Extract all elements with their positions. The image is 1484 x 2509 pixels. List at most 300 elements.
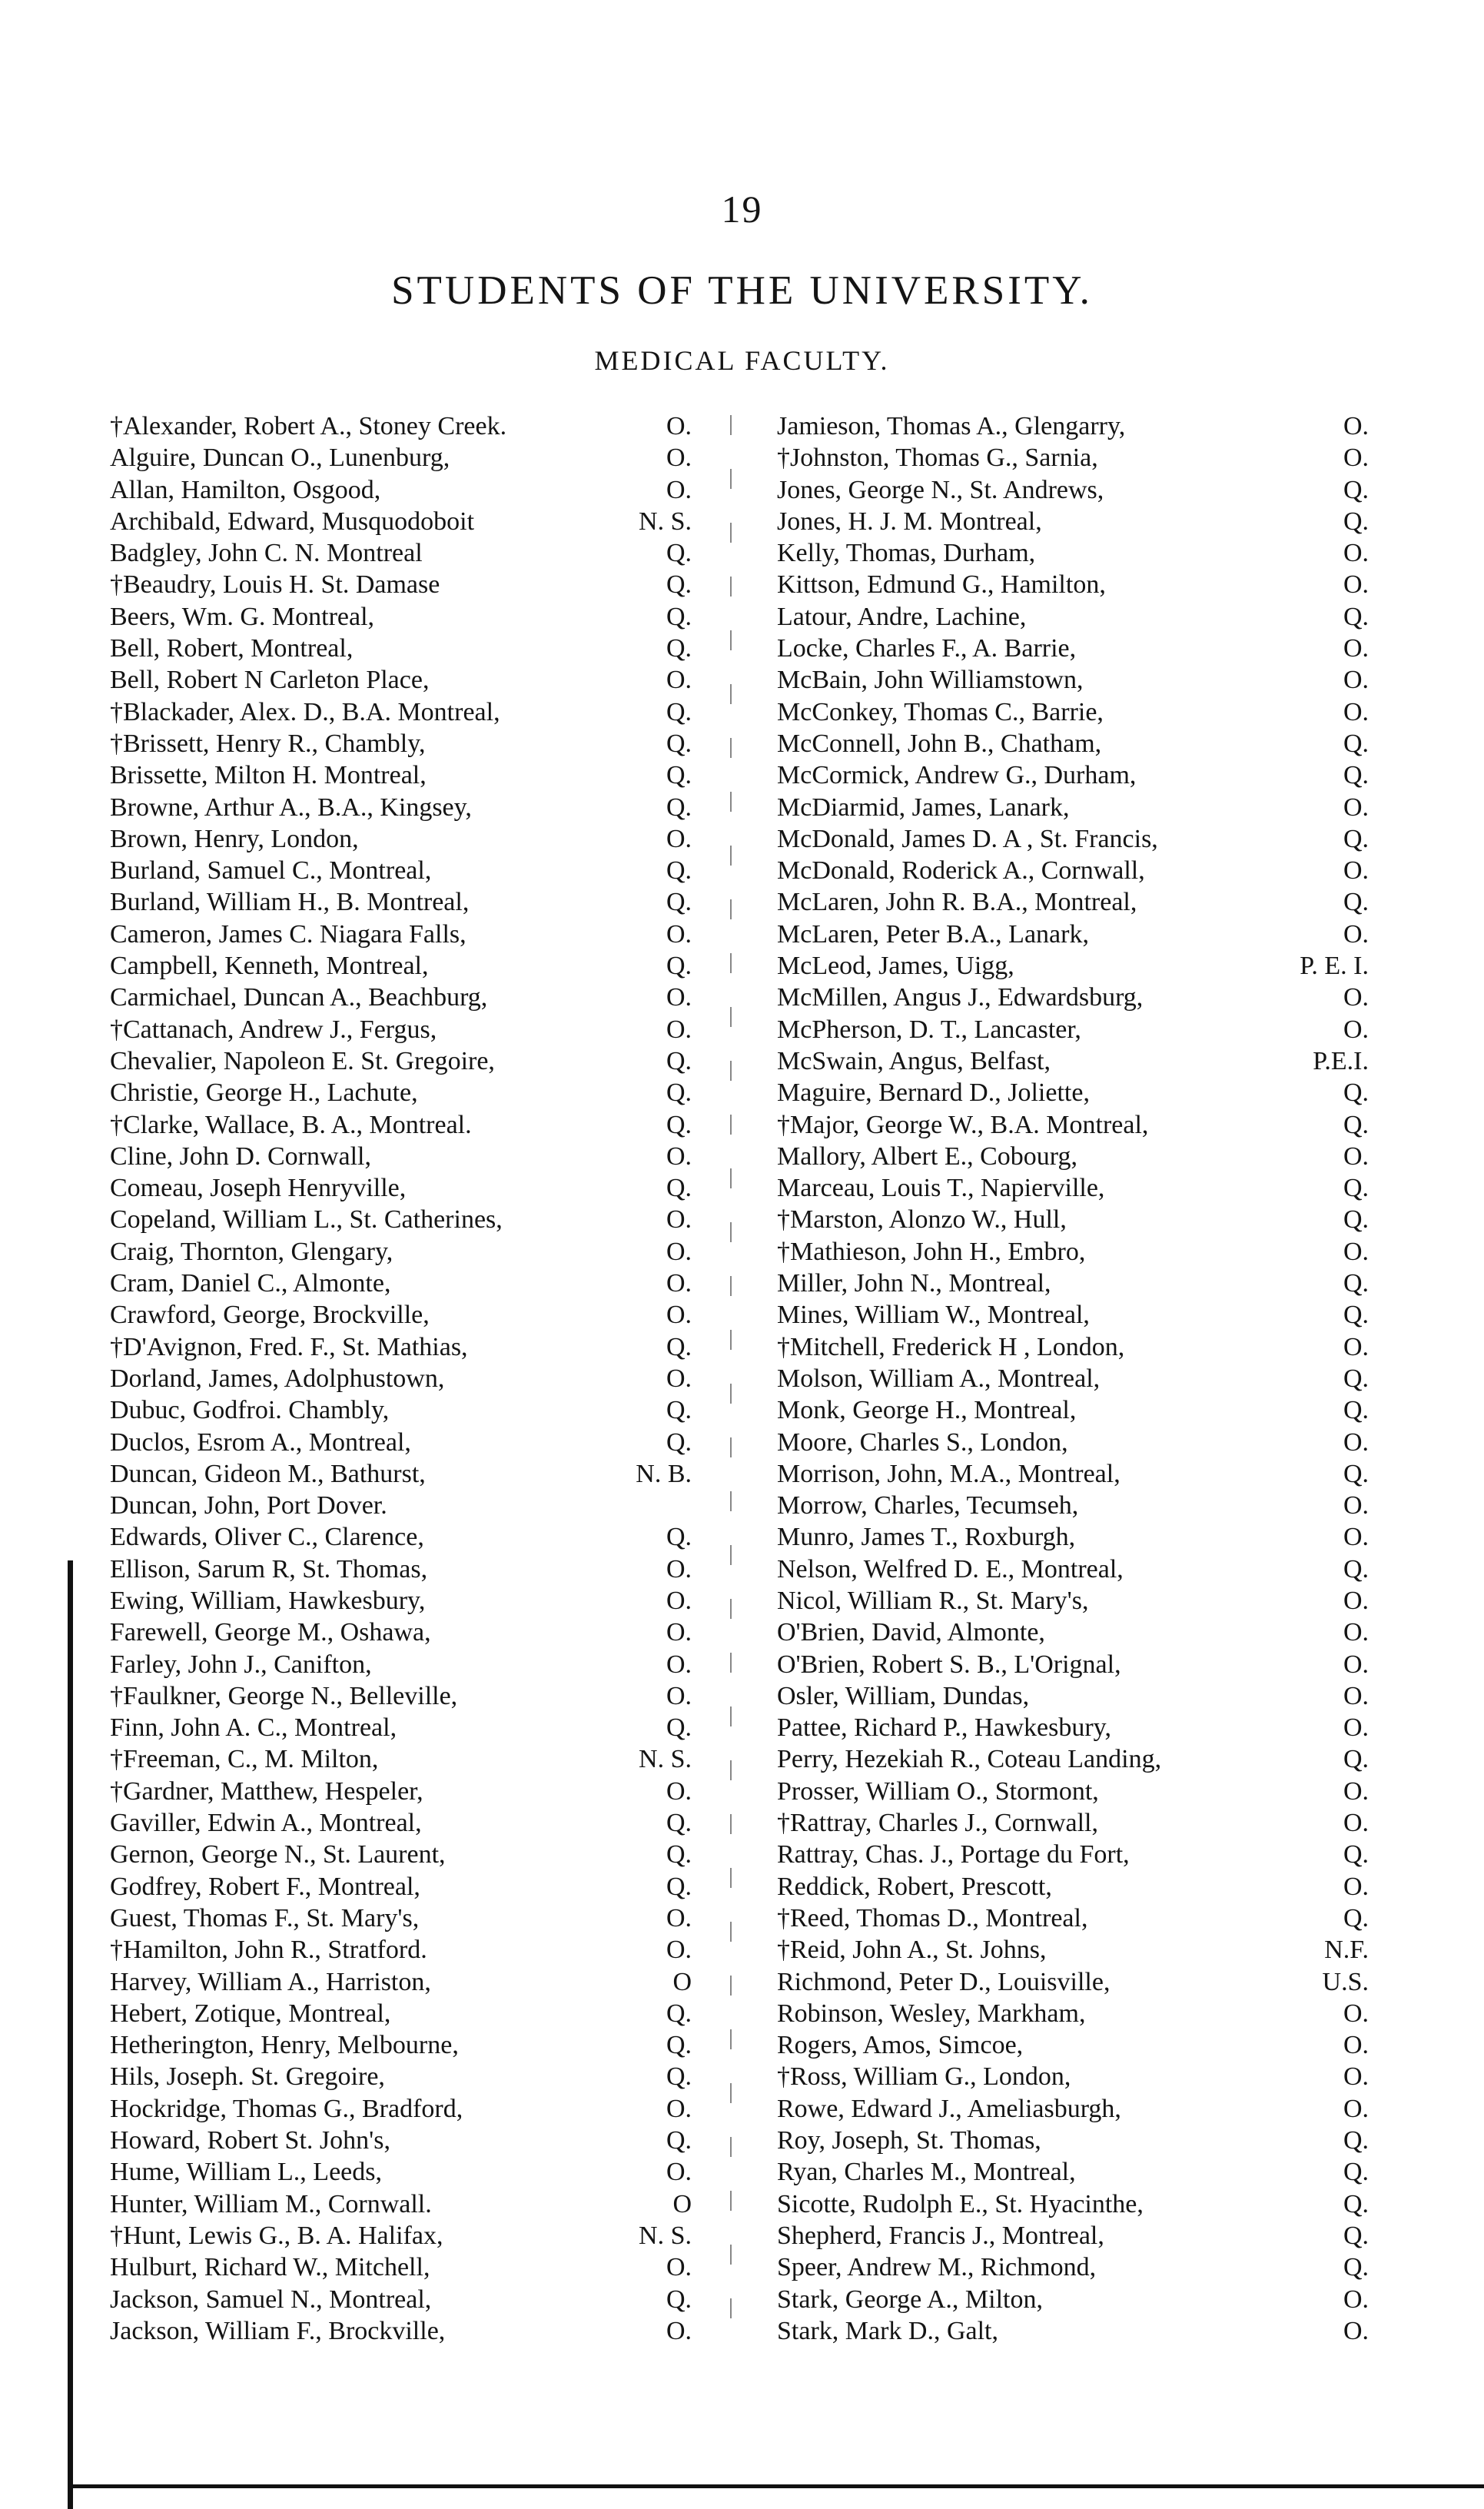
student-province: N.F. [1324, 1936, 1369, 1965]
student-province: O. [1343, 1872, 1369, 1901]
student-province: O. [1343, 2316, 1369, 2345]
student-name: Pattee, Richard P., Hawkesbury, [777, 1713, 1111, 1743]
student-province: U.S. [1322, 1967, 1369, 1996]
student-province: O. [666, 412, 692, 440]
student-name: O'Brien, Robert S. B., L'Orignal, [777, 1650, 1121, 1679]
student-name: Sicotte, Rudolph E., St. Hyacinthe, [777, 2189, 1144, 2218]
student-province: Q. [666, 1110, 692, 1139]
student-name: Mines, William W., Montreal, [777, 1301, 1090, 1330]
student-province: O. [666, 1301, 692, 1330]
student-name: †Ross, William G., London, [777, 2062, 1071, 2092]
student-entry [110, 1712, 692, 1743]
student-name: Bell, Robert N Carleton Place, [110, 666, 430, 695]
student-province: Q. [1343, 2253, 1369, 2282]
student-name: McDonald, James D. A , St. Francis, [777, 824, 1158, 853]
student-name: Campbell, Kenneth, Montreal, [110, 952, 429, 981]
student-province: Q. [1343, 1745, 1369, 1774]
student-name: Farewell, George M., Oshawa, [110, 1618, 431, 1647]
student-entry [110, 728, 692, 759]
student-name: Jackson, William F., Brockville, [110, 2316, 446, 2345]
student-province: O. [666, 1586, 692, 1615]
student-entry [110, 1776, 692, 1807]
student-name: McSwain, Angus, Belfast, [777, 1046, 1051, 1075]
student-name: McLaren, John R. B.A., Montreal, [777, 888, 1137, 917]
left-student-column [110, 410, 692, 2347]
student-province: Q. [1343, 1174, 1369, 1203]
student-entry [777, 2251, 1369, 2283]
student-entry [110, 1268, 692, 1299]
page-binding-edge [68, 1560, 73, 2509]
student-entry [110, 2315, 692, 2347]
student-entry [110, 1427, 692, 1458]
student-name: Finn, John A. C., Montreal, [110, 1713, 397, 1743]
student-entry [777, 601, 1369, 633]
student-entry [110, 950, 692, 982]
student-province: Q. [1343, 1459, 1369, 1488]
student-entry [777, 982, 1369, 1013]
student-name: †Brissett, Henry R., Chambly, [110, 729, 426, 758]
student-province: O. [1343, 1713, 1369, 1743]
student-name: Locke, Charles F., A. Barrie, [777, 634, 1077, 663]
student-entry [777, 506, 1369, 537]
student-name: Beers, Wm. G. Montreal, [110, 602, 375, 631]
student-name: †Gardner, Matthew, Hespeler, [110, 1776, 423, 1806]
student-entry [777, 1743, 1369, 1775]
student-province: Q. [1343, 2189, 1369, 2218]
student-province: Q. [666, 570, 692, 600]
student-name: Guest, Thomas F., St. Mary's, [110, 1903, 420, 1932]
student-name: Reddick, Robert, Prescott, [777, 1872, 1052, 1901]
student-name: Richmond, Peter D., Louisville, [777, 1967, 1111, 1996]
student-entry [777, 759, 1369, 791]
student-entry [777, 2220, 1369, 2251]
student-province: O. [666, 1237, 692, 1266]
student-province: Q. [666, 1713, 692, 1743]
student-name: †Johnston, Thomas G., Sarnia, [777, 444, 1098, 473]
student-province: Q. [666, 2031, 692, 2060]
student-entry [110, 601, 692, 633]
student-entry [110, 2029, 692, 2061]
student-entry [777, 1521, 1369, 1553]
student-entry [777, 442, 1369, 474]
student-province: O. [1343, 697, 1369, 726]
student-province: N. S. [639, 1745, 692, 1774]
student-name: Hebert, Zotique, Montreal, [110, 1999, 391, 2028]
student-entry [777, 1776, 1369, 1807]
student-entry [777, 823, 1369, 855]
student-entry [110, 474, 692, 506]
student-name: Gaviller, Edwin A., Montreal, [110, 1809, 422, 1838]
student-name: Kelly, Thomas, Durham, [777, 539, 1036, 568]
student-entry [110, 1521, 692, 1553]
student-name: Burland, Samuel C., Montreal, [110, 856, 432, 886]
student-name: Duncan, Gideon M., Bathurst, [110, 1459, 426, 1488]
student-name: Dorland, James, Adolphustown, [110, 1364, 445, 1393]
student-province: O. [1343, 412, 1369, 440]
student-province: Q. [1343, 729, 1369, 758]
student-entry [110, 2251, 692, 2283]
student-entry [110, 1998, 692, 2029]
student-entry [110, 2093, 692, 2125]
student-entry [110, 1966, 692, 1998]
student-entry [110, 569, 692, 600]
student-name: Speer, Andrew M., Richmond, [777, 2253, 1097, 2282]
student-name: Hetherington, Henry, Melbourne, [110, 2031, 459, 2060]
student-province: Q. [1343, 761, 1369, 790]
student-name: Edwards, Oliver C., Clarence, [110, 1523, 424, 1552]
student-province: Q. [666, 602, 692, 631]
student-province: O. [666, 983, 692, 1012]
student-entry [110, 1299, 692, 1331]
student-province: O. [1343, 1523, 1369, 1552]
student-name: Jones, H. J. M. Montreal, [777, 507, 1042, 536]
student-entry [110, 1871, 692, 1903]
student-entry [777, 1331, 1369, 1363]
student-name: McPherson, D. T., Lancaster, [777, 1015, 1081, 1044]
student-name: McBain, John Williamstown, [777, 666, 1084, 695]
student-entry [777, 1680, 1369, 1712]
student-name: Allan, Hamilton, Osgood, [110, 475, 381, 504]
student-entry [777, 1903, 1369, 1934]
student-province: Q. [666, 1523, 692, 1552]
student-province: O. [666, 1554, 692, 1583]
student-name: Osler, William, Dundas, [777, 1681, 1030, 1710]
student-name: Hils, Joseph. St. Gregoire, [110, 2062, 385, 2092]
student-name: Shepherd, Francis J., Montreal, [777, 2221, 1104, 2250]
student-province: O. [1343, 2094, 1369, 2123]
student-name: Nicol, William R., St. Mary's, [777, 1586, 1089, 1615]
student-entry [777, 1204, 1369, 1235]
student-entry [110, 1554, 692, 1585]
student-province: O. [1343, 1999, 1369, 2028]
student-name: Cameron, James C. Niagara Falls, [110, 919, 466, 949]
student-name: Cline, John D. Cornwall, [110, 1142, 371, 1171]
student-province: O. [1343, 1681, 1369, 1710]
student-name: Copeland, William L., St. Catherines, [110, 1205, 503, 1235]
student-name: McLaren, Peter B.A., Lanark, [777, 919, 1089, 949]
student-province: O [672, 2189, 692, 2218]
student-name: Brown, Henry, London, [110, 824, 359, 853]
student-name: McConkey, Thomas C., Barrie, [777, 697, 1104, 726]
student-name: Ellison, Sarum R, St. Thomas, [110, 1554, 428, 1583]
student-name: Carmichael, Duncan A., Beachburg, [110, 983, 488, 1012]
student-province: O. [666, 444, 692, 473]
student-name: Alguire, Duncan O., Lunenburg, [110, 444, 450, 473]
student-entry [777, 2061, 1369, 2092]
student-entry [110, 633, 692, 664]
student-province: Q. [1343, 2221, 1369, 2250]
student-entry [777, 1966, 1369, 1998]
student-entry [777, 919, 1369, 950]
page-number: 19 [721, 188, 763, 231]
student-name: Hockridge, Thomas G., Bradford, [110, 2094, 463, 2123]
student-entry [777, 2125, 1369, 2156]
student-entry [110, 1585, 692, 1617]
student-entry [110, 410, 692, 442]
student-name: †Cattanach, Andrew J., Fergus, [110, 1015, 437, 1044]
student-province: O. [1343, 1015, 1369, 1044]
student-entry [777, 569, 1369, 600]
student-entry [110, 1903, 692, 1934]
student-name: Chevalier, Napoleon E. St. Gregoire, [110, 1046, 495, 1075]
student-province: Q. [1343, 602, 1369, 631]
student-province: P. E. I. [1300, 952, 1369, 981]
student-province: O. [1343, 1142, 1369, 1171]
student-name: Dubuc, Godfroi. Chambly, [110, 1396, 390, 1425]
student-entry [110, 1204, 692, 1235]
student-name: Rattray, Chas. J., Portage du Fort, [777, 1840, 1130, 1869]
student-name: †Mitchell, Frederick H , London, [777, 1332, 1125, 1361]
student-province: Q. [666, 1332, 692, 1361]
student-province: Q. [666, 1809, 692, 1838]
student-entry [110, 759, 692, 791]
student-name: Nelson, Welfred D. E., Montreal, [777, 1554, 1124, 1583]
student-entry [110, 1045, 692, 1077]
student-name: Archibald, Edward, Musquodoboit [110, 507, 475, 536]
student-name: Crawford, George, Brockville, [110, 1301, 430, 1330]
student-province: O. [1343, 793, 1369, 822]
student-province: O. [666, 1650, 692, 1679]
student-entry [777, 792, 1369, 823]
student-entry [777, 1617, 1369, 1648]
student-province: Q. [666, 1078, 692, 1108]
student-province: O. [666, 1776, 692, 1806]
student-name: Bell, Robert, Montreal, [110, 634, 354, 663]
student-name: Duclos, Esrom A., Montreal, [110, 1427, 411, 1457]
student-province: Q. [666, 539, 692, 568]
student-province: Q. [1343, 2158, 1369, 2187]
student-province: O. [1343, 444, 1369, 473]
student-name: Ryan, Charles M., Montreal, [777, 2158, 1076, 2187]
student-entry [110, 2188, 692, 2220]
student-entry [777, 696, 1369, 728]
student-province: Q. [666, 729, 692, 758]
student-name: †Reid, John A., St. Johns, [777, 1936, 1047, 1965]
student-entry [110, 1934, 692, 1966]
student-name: Kittson, Edmund G., Hamilton, [777, 570, 1106, 600]
student-province: Q. [666, 1872, 692, 1901]
student-entry [110, 2284, 692, 2315]
student-entry [110, 1172, 692, 1204]
student-province: O. [1343, 570, 1369, 600]
student-name: Rogers, Amos, Simcoe, [777, 2031, 1024, 2060]
student-province: Q. [1343, 1205, 1369, 1235]
student-province: Q. [666, 793, 692, 822]
student-province: O. [666, 1269, 692, 1298]
student-province: O. [666, 2316, 692, 2345]
student-entry [777, 1299, 1369, 1331]
student-province: O. [1343, 634, 1369, 663]
student-entry [110, 1617, 692, 1648]
student-entry [110, 1458, 692, 1490]
student-entry [110, 1839, 692, 1870]
student-province: O. [666, 1015, 692, 1044]
student-name: †Reed, Thomas D., Montreal, [777, 1903, 1088, 1932]
student-province: O. [666, 919, 692, 949]
student-province: Q. [1343, 1364, 1369, 1393]
student-name: Ewing, William, Hawkesbury, [110, 1586, 426, 1615]
student-province: Q. [1343, 824, 1369, 853]
student-name: McMillen, Angus J., Edwardsburg, [777, 983, 1144, 1012]
student-province: Q. [1343, 475, 1369, 504]
student-name: Brissette, Milton H. Montreal, [110, 761, 427, 790]
student-name: Hunter, William M., Cornwall. [110, 2189, 432, 2218]
student-entry [777, 474, 1369, 506]
student-entry [110, 1743, 692, 1775]
student-name: Stark, Mark D., Galt, [777, 2316, 999, 2345]
student-province: Q. [666, 1396, 692, 1425]
student-entry [110, 2156, 692, 2188]
student-province: Q. [1343, 1396, 1369, 1425]
student-name: Badgley, John C. N. Montreal [110, 539, 423, 568]
student-entry [777, 2156, 1369, 2188]
student-name: †Beaudry, Louis H. St. Damase [110, 570, 440, 600]
student-name: Mallory, Albert E., Cobourg, [777, 1142, 1077, 1171]
student-entry [777, 1490, 1369, 1521]
student-province: O. [1343, 1237, 1369, 1266]
student-entry [777, 1394, 1369, 1426]
student-entry [777, 1077, 1369, 1108]
student-entry [110, 1363, 692, 1394]
student-entry [110, 1141, 692, 1172]
student-name: Farley, John J., Canifton, [110, 1650, 372, 1679]
student-entry [777, 1807, 1369, 1839]
student-province: N. S. [639, 507, 692, 536]
student-province: Q. [666, 1427, 692, 1457]
student-name: †Faulkner, George N., Belleville, [110, 1681, 458, 1710]
student-province: O. [1343, 1586, 1369, 1615]
student-province: Q. [666, 2062, 692, 2092]
student-entry [110, 855, 692, 886]
student-entry [777, 1458, 1369, 1490]
student-entry [777, 2093, 1369, 2125]
student-province: Q. [666, 2285, 692, 2314]
student-entry [777, 1109, 1369, 1141]
student-name: †Hunt, Lewis G., B. A. Halifax, [110, 2221, 443, 2250]
student-entry [110, 1077, 692, 1108]
student-province: Q. [666, 634, 692, 663]
student-province: Q. [1343, 1301, 1369, 1330]
student-entry [110, 696, 692, 728]
student-entry [777, 1871, 1369, 1903]
student-entry [777, 1649, 1369, 1680]
student-name: †Mathieson, John H., Embro, [777, 1237, 1086, 1266]
student-entry [110, 1109, 692, 1141]
student-province: Q. [1343, 888, 1369, 917]
student-entry [110, 2125, 692, 2156]
page-title: STUDENTS OF THE UNIVERSITY. [391, 268, 1093, 313]
student-entry [110, 1490, 692, 1521]
student-province: Q. [666, 1840, 692, 1869]
student-name: †Freeman, C., M. Milton, [110, 1745, 379, 1774]
student-entry [777, 1014, 1369, 1045]
student-entry [110, 1649, 692, 1680]
student-name: Molson, William A., Montreal, [777, 1364, 1101, 1393]
student-province: O. [666, 1681, 692, 1710]
student-province: O. [1343, 539, 1369, 568]
student-province: Q. [666, 888, 692, 917]
student-province: O. [666, 1205, 692, 1235]
student-province: O. [1343, 2285, 1369, 2314]
student-name: Gernon, George N., St. Laurent, [110, 1840, 446, 1869]
student-entry [777, 2029, 1369, 2061]
student-name: †Clarke, Wallace, B. A., Montreal. [110, 1110, 472, 1139]
student-entry [777, 1998, 1369, 2029]
student-entry [110, 1236, 692, 1268]
student-entry [777, 1712, 1369, 1743]
student-entry [777, 950, 1369, 982]
student-name: McLeod, James, Uigg, [777, 952, 1014, 981]
student-province: O. [1343, 1491, 1369, 1520]
student-entry [110, 1394, 692, 1426]
student-province: O. [1343, 1809, 1369, 1838]
student-name: Stark, George A., Milton, [777, 2285, 1043, 2314]
student-name: Burland, William H., B. Montreal, [110, 888, 470, 917]
student-entry [777, 1268, 1369, 1299]
student-entry [110, 664, 692, 696]
student-entry [777, 1585, 1369, 1617]
student-name: Roy, Joseph, St. Thomas, [777, 2126, 1041, 2155]
student-name: Christie, George H., Lachute, [110, 1078, 418, 1108]
student-province: Q. [1343, 1110, 1369, 1139]
student-province: Q. [666, 1046, 692, 1075]
student-province: O. [1343, 1650, 1369, 1679]
right-student-column [777, 410, 1369, 2347]
student-name: Moore, Charles S., London, [777, 1427, 1068, 1457]
student-province: O. [1343, 1776, 1369, 1806]
student-province: O. [1343, 1618, 1369, 1647]
student-entry [777, 1934, 1369, 1966]
student-province: O. [1343, 666, 1369, 695]
student-name: Morrison, John, M.A., Montreal, [777, 1459, 1120, 1488]
student-province: O. [666, 475, 692, 504]
student-province: O. [1343, 983, 1369, 1012]
student-name: O'Brien, David, Almonte, [777, 1618, 1045, 1647]
student-name: †D'Avignon, Fred. F., St. Mathias, [110, 1332, 468, 1361]
student-province: O. [1343, 1427, 1369, 1457]
student-province: O. [1343, 856, 1369, 886]
student-name: Howard, Robert St. John's, [110, 2126, 391, 2155]
student-province: O. [666, 666, 692, 695]
student-entry [777, 855, 1369, 886]
student-name: Rowe, Edward J., Ameliasburgh, [777, 2094, 1121, 2123]
student-name: McDiarmid, James, Lanark, [777, 793, 1070, 822]
student-name: †Alexander, Robert A., Stoney Creek. [110, 412, 507, 440]
student-entry [110, 537, 692, 569]
student-entry [777, 1554, 1369, 1585]
student-province: Q. [1343, 507, 1369, 536]
student-province: Q. [666, 761, 692, 790]
student-province: Q. [1343, 1903, 1369, 1932]
student-province: Q. [1343, 1078, 1369, 1108]
student-province: O. [666, 1142, 692, 1171]
student-name: Prosser, William O., Stormont, [777, 1776, 1099, 1806]
student-name: Comeau, Joseph Henryville, [110, 1174, 407, 1203]
student-name: Miller, John N., Montreal, [777, 1269, 1051, 1298]
student-province: N. S. [639, 2221, 692, 2250]
student-name: Marceau, Louis T., Napierville, [777, 1174, 1105, 1203]
student-name: McConnell, John B., Chatham, [777, 729, 1102, 758]
student-name: †Marston, Alonzo W., Hull, [777, 1205, 1067, 1235]
student-province: Q. [1343, 1269, 1369, 1298]
student-province: O. [666, 2094, 692, 2123]
student-province: Q. [666, 1999, 692, 2028]
student-entry [777, 1172, 1369, 1204]
student-province: O. [1343, 2031, 1369, 2060]
student-name: Godfrey, Robert F., Montreal, [110, 1872, 420, 1901]
student-entry [777, 410, 1369, 442]
student-entry [110, 2220, 692, 2251]
